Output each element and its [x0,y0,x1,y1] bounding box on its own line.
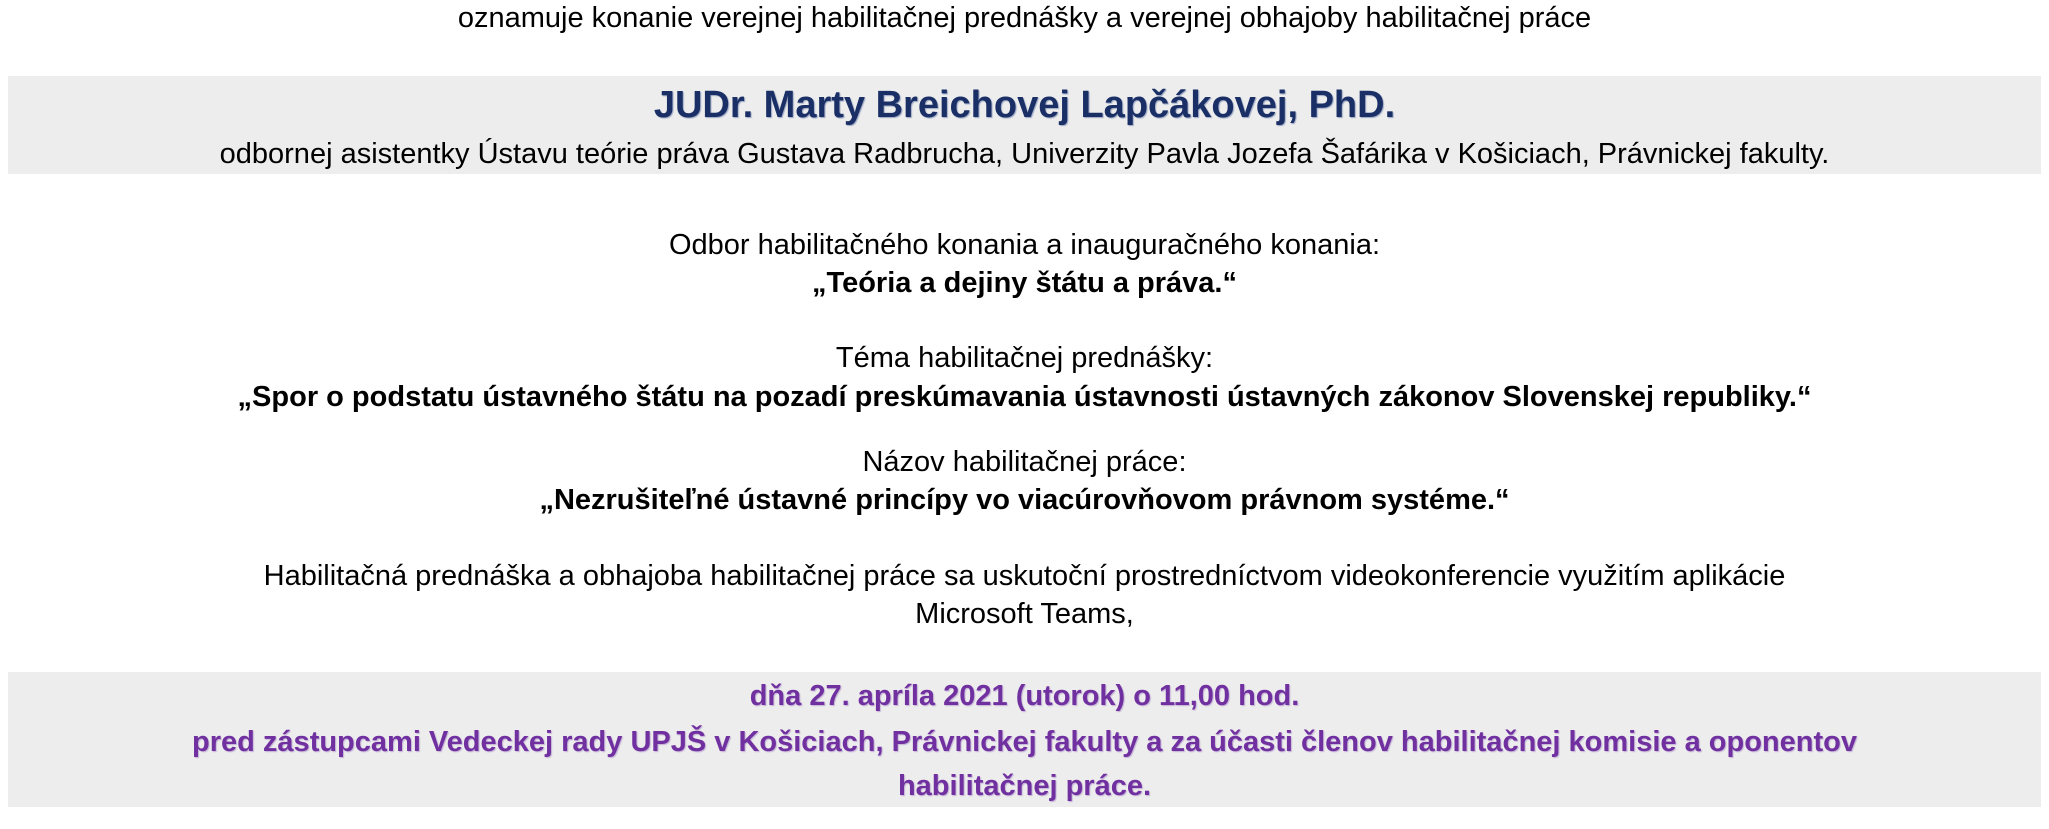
venue-line-1: Habilitačná prednáška a obhajoba habilitačnej práce sa uskutoční prostredníctvom videokonferencie využitím aplikácie [263,560,1786,592]
date-line: dňa 27. apríla 2021 (utorok) o 11,00 hod. [749,680,1300,712]
field-label: Odbor habilitačného konania a inauguračného konania: [668,229,1381,261]
committee-line: pred zástupcami Vedeckej rady UPJŠ v Košiciach, Právnickej fakulty a za účasti členov habilitačnej komisie a oponentov [192,726,1857,758]
venue-line-2: Microsoft Teams, [915,598,1134,630]
thesis-value: „Nezrušiteľné ústavné princípy vo viacúrovňovom právnom systéme.“ [539,484,1510,516]
field-value: „Teória a dejiny štátu a práva.“ [812,267,1237,299]
lecture-label: Téma habilitačnej prednášky: [835,342,1214,374]
candidate-name: JUDr. Marty Breichovej Lapčákovej, PhD. [653,84,1396,126]
lecture-value: „Spor o podstatu ústavného štátu na pozadí preskúmavania ústavnosti ústavných zákonov Slovenskej republiky.“ [237,381,1812,413]
announcement-line: oznamuje konanie verejnej habilitačnej prednášky a verejnej obhajoby habilitačnej práce [457,2,1592,34]
candidate-position: odbornej asistentky Ústavu teórie práva Gustava Radbrucha, Univerzity Pavla Jozefa Šafárika v Košiciach, Právnickej fakulty. [219,138,1830,170]
thesis-label: Názov habilitačnej práce: [862,446,1187,478]
committee-line-end: habilitačnej práce. [897,770,1152,802]
